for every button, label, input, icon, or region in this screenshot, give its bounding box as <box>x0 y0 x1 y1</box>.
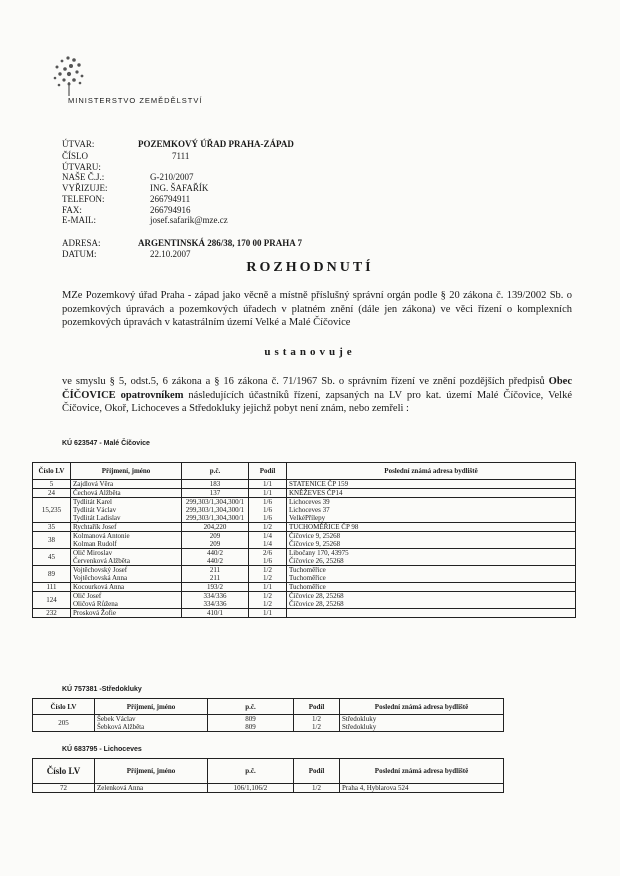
vyrizuje-label: VYŘIZUJE: <box>62 183 108 194</box>
names-line: Tydlitát Karel <box>73 498 112 506</box>
table-row <box>33 549 576 566</box>
decision-paragraph <box>62 375 572 416</box>
col-header-lv: Číslo LV <box>33 463 71 480</box>
col-header-podil: Podíl <box>294 699 340 715</box>
cell-names <box>71 592 182 609</box>
names-line: Kocourková Anna <box>73 583 125 591</box>
cell-podil <box>249 532 287 549</box>
cell-pc <box>182 480 249 489</box>
adresa-line: Libočany 170, 43975 <box>289 549 349 557</box>
pc-line: 440/2 <box>207 549 223 557</box>
col-header-pc: p.č. <box>208 699 294 715</box>
cell-pc <box>182 583 249 592</box>
nase-label: NAŠE Č.J.: <box>62 172 105 183</box>
adresa-line: Číčovice 28, 25268 <box>289 600 344 608</box>
cell-lv: 205 <box>33 715 95 732</box>
col-header-lv: Číslo LV <box>33 759 95 784</box>
adresa-line: Lichoceves 39 <box>289 498 330 506</box>
col-header-address: Poslední známá adresa bydliště <box>340 759 504 784</box>
cell-adresa <box>340 784 504 793</box>
names-line: Vojtěchovský Josef <box>73 566 128 574</box>
adresa-line: TUCHOMĚŘICE ČP 98 <box>289 523 359 531</box>
nase-value: G-210/2007 <box>150 172 194 183</box>
ministry-logo-icon <box>46 52 92 98</box>
pc-line: 209 <box>209 532 221 540</box>
cell-names <box>95 784 208 793</box>
cell-adresa <box>287 609 576 618</box>
names-line: Tydlitát Ladislav <box>73 514 121 522</box>
cell-pc <box>182 489 249 498</box>
telefon-value: 266794911 <box>150 193 191 204</box>
names-line: Kolmanová Antonie <box>73 532 130 540</box>
names-line: Čechová Alžběta <box>73 489 121 497</box>
cell-lv: 45 <box>33 549 71 566</box>
podil-line: 1/1 <box>263 480 272 488</box>
cell-podil <box>249 489 287 498</box>
document-title: ROZHODNUTÍ <box>246 260 374 275</box>
pc-line: 204,220 <box>203 523 227 531</box>
cell-lv: 24 <box>33 489 71 498</box>
pc-line: 440/2 <box>207 557 223 565</box>
cell-lv: 38 <box>33 532 71 549</box>
cell-names <box>71 609 182 618</box>
table-row <box>33 583 576 592</box>
cell-lv: 124 <box>33 592 71 609</box>
cell-pc <box>182 566 249 583</box>
cell-names <box>71 549 182 566</box>
podil-line: 1/2 <box>263 523 272 531</box>
pc-line: 183 <box>209 480 221 488</box>
names-line: Šebková Alžběta <box>97 723 145 731</box>
table-row <box>33 480 576 489</box>
cell-adresa <box>287 583 576 592</box>
document-meta <box>62 139 302 259</box>
owners-table-stredokluky <box>32 698 504 732</box>
podil-line: 1/6 <box>263 506 272 514</box>
names-line: Šebek Václav <box>97 715 136 723</box>
pc-line: 209 <box>209 540 221 548</box>
cell-lv: 111 <box>33 583 71 592</box>
cell-podil <box>249 566 287 583</box>
cell-names <box>71 523 182 532</box>
decision-guardian: Obec ČÍČOVICE opatrovníkem <box>62 376 572 401</box>
podil-line: 1/2 <box>263 592 272 600</box>
cell-names <box>71 566 182 583</box>
cell-adresa <box>287 489 576 498</box>
table-row <box>33 715 504 732</box>
col-header-name: Příjmení, jméno <box>95 759 208 784</box>
intro-paragraph: MZe Pozemkový úřad Praha - západ jako věcně a místně příslušný správní orgán podle § 20 zákona č. 139/2002 Sb. o pozemkových úpravách a pozemkových úřadech v platném znění (dále jen zákona) ve věci řízení o komplexních pozemkových úpravách v katastrálním území Velké a Malé Číčovice <box>62 290 572 328</box>
names-line: Červenková Alžběta <box>73 557 130 565</box>
cell-names <box>71 489 182 498</box>
datum-value: 22.10.2007 <box>150 248 191 259</box>
cell-adresa <box>287 592 576 609</box>
table-row <box>33 498 576 523</box>
pc-line: 809 <box>245 715 256 723</box>
cell-names <box>71 480 182 489</box>
table-row <box>33 592 576 609</box>
cell-pc <box>182 609 249 618</box>
table-row <box>33 523 576 532</box>
col-header-address: Poslední známá adresa bydliště <box>287 463 576 480</box>
col-header-podil: Podíl <box>294 759 340 784</box>
table-row <box>33 784 504 793</box>
cell-podil <box>249 523 287 532</box>
pc-line: 211 <box>209 566 221 574</box>
cell-lv: 89 <box>33 566 71 583</box>
owners-table-lichoceves <box>32 758 504 793</box>
cell-adresa <box>287 523 576 532</box>
adresa-line: Středokluky <box>342 715 377 723</box>
names-line: Rychtařík Josef <box>73 523 117 531</box>
adresa-line: Číčovice 9, 25268 <box>289 532 341 540</box>
pc-line: 137 <box>209 489 221 497</box>
podil-line: 1/4 <box>263 532 272 540</box>
cell-lv: 232 <box>33 609 71 618</box>
podil-line: 1/2 <box>263 574 272 582</box>
cell-lv: 35 <box>33 523 71 532</box>
col-header-podil: Podíl <box>249 463 287 480</box>
cell-podil <box>249 592 287 609</box>
cell-pc <box>182 523 249 532</box>
cell-lv: 72 <box>33 784 95 793</box>
table-row <box>33 566 576 583</box>
cell-lv: 15,235 <box>33 498 71 523</box>
cell-names <box>71 532 182 549</box>
owners-table-male-cicovice <box>32 462 576 618</box>
podil-line: 1/6 <box>263 557 272 565</box>
names-line: Prosková Žofie <box>73 609 116 617</box>
cell-podil <box>249 609 287 618</box>
cell-adresa <box>287 566 576 583</box>
cislo-label: ČÍSLO ÚTVARU: <box>62 151 101 172</box>
decision-text-part1: ve smyslu § 5, odst.5, 6 zákona a § 16 zákona č. 71/1967 Sb. o správním řízení ve znění pozdějších předpisů <box>62 376 549 387</box>
adresa-label: ADRESA: <box>62 237 101 248</box>
pc-line: 299,303/1,304,300/1 <box>185 514 245 522</box>
podil-line: 1/2 <box>263 566 272 574</box>
table-row <box>33 489 576 498</box>
podil-line: 1/2 <box>263 600 272 608</box>
col-header-name: Příjmení, jméno <box>95 699 208 715</box>
cell-adresa <box>287 480 576 489</box>
col-header-pc: p.č. <box>208 759 294 784</box>
pc-line: 334/336 <box>203 600 227 608</box>
cell-lv: 5 <box>33 480 71 489</box>
cell-pc <box>182 498 249 523</box>
utvar-value: POZEMKOVÝ ÚŘAD PRAHA-ZÁPAD <box>138 139 294 149</box>
podil-line: 1/2 <box>312 723 321 731</box>
podil-line: 1/6 <box>263 514 272 522</box>
cell-podil <box>249 480 287 489</box>
podil-line: 1/6 <box>263 498 272 506</box>
pc-line: 299,303/1,304,300/1 <box>185 506 245 514</box>
datum-label: DATUM: <box>62 248 97 259</box>
cell-podil <box>249 549 287 566</box>
cell-pc <box>208 715 294 732</box>
ministry-name: MINISTERSTVO ZEMĚDĚLSTVÍ <box>68 96 203 105</box>
cislo-value: 7111 <box>172 151 190 161</box>
cell-podil <box>249 498 287 523</box>
fax-label: FAX: <box>62 204 82 215</box>
names-line: Zajdlová Věra <box>73 480 114 488</box>
podil-line: 1/1 <box>263 489 272 497</box>
pc-line: 809 <box>245 723 256 731</box>
cell-podil <box>294 715 340 732</box>
names-line: Olič Josef <box>73 592 102 600</box>
adresa-line: Číčovice 9, 25268 <box>289 540 341 548</box>
podil-line: 1/1 <box>263 609 272 617</box>
names-line: Vojtěchovská Anna <box>73 574 128 582</box>
podil-line: 1/4 <box>263 540 272 548</box>
adresa-line: Středokluky <box>342 723 377 731</box>
adresa-line: Tuchoměřice <box>289 566 326 574</box>
cell-pc <box>182 592 249 609</box>
cell-podil <box>249 583 287 592</box>
names-line: Zelenková Anna <box>97 784 144 792</box>
adresa-line: Praha 4, Hyblarova 524 <box>342 784 409 792</box>
fax-value: 266794916 <box>150 204 191 215</box>
col-header-lv: Číslo LV <box>33 699 95 715</box>
ku-label-male-cicovice: KÚ 623547 - Malé Číčovice <box>62 440 150 447</box>
col-header-pc: p.č. <box>182 463 249 480</box>
podil-line: 1/2 <box>312 784 321 792</box>
adresa-line: STATENICE ČP 159 <box>289 480 349 488</box>
cell-pc <box>182 532 249 549</box>
col-header-name: Příjmení, jméno <box>71 463 182 480</box>
decision-text-part2: následujících účastníků řízení, zapsaných na LV pro kat. území Malé Číčovice, Velké Číčovice, Okoř, Lichoceves a Středokluky jejichž pobyt není znám, nebo zemřeli : <box>62 389 572 414</box>
email-value: josef.safarik@mze.cz <box>150 215 228 226</box>
cell-adresa <box>340 715 504 732</box>
cell-names <box>71 498 182 523</box>
vyrizuje-value: ING. ŠAFAŘÍK <box>150 183 209 194</box>
cell-podil <box>294 784 340 793</box>
ku-label-lichoceves: KÚ 683795 - Lichoceves <box>62 746 142 753</box>
col-header-address: Poslední známá adresa bydliště <box>340 699 504 715</box>
cell-names <box>71 583 182 592</box>
podil-line: 1/2 <box>312 715 321 723</box>
pc-line: 299,303/1,304,300/1 <box>185 498 245 506</box>
adresa-line: Tuchoměřice <box>289 583 326 591</box>
adresa-line: Číčovice 28, 25268 <box>289 592 344 600</box>
ku-label-stredokluky: KÚ 757381 -Středokluky <box>62 686 142 693</box>
adresa-line: Lichoceves 37 <box>289 506 330 514</box>
cell-names <box>95 715 208 732</box>
pc-line: 211 <box>209 574 221 582</box>
names-line: Olič Miroslav <box>73 549 113 557</box>
cell-adresa <box>287 532 576 549</box>
email-label: E-MAIL: <box>62 215 96 226</box>
cell-pc <box>208 784 294 793</box>
adresa-line: Tuchoměřice <box>289 574 326 582</box>
table-row <box>33 609 576 618</box>
podil-line: 1/1 <box>263 583 272 591</box>
adresa-line: Číčovice 26, 25268 <box>289 557 344 565</box>
pc-line: 106/1,106/2 <box>233 784 268 792</box>
cell-adresa <box>287 549 576 566</box>
cell-pc <box>182 549 249 566</box>
utvar-label: ÚTVAR: <box>62 139 95 149</box>
adresa-value: ARGENTINSKÁ 286/38, 170 00 PRAHA 7 <box>138 237 303 248</box>
table-row <box>33 532 576 549</box>
podil-line: 2/6 <box>263 549 272 557</box>
names-line: Tydlitát Václav <box>73 506 117 514</box>
names-line: Oličová Růžena <box>73 600 118 608</box>
names-line: Kolman Rudolf <box>73 540 117 548</box>
telefon-label: TELEFON: <box>62 193 105 204</box>
adresa-line: KNĚŽEVES ČP14 <box>289 489 343 497</box>
adresa-line: VelkéPřílepy <box>289 514 326 522</box>
cell-adresa <box>287 498 576 523</box>
ustanovuje-heading: ustanovuje <box>264 346 356 358</box>
pc-line: 193/2 <box>207 583 223 591</box>
pc-line: 410/1 <box>207 609 223 617</box>
pc-line: 334/336 <box>203 592 227 600</box>
